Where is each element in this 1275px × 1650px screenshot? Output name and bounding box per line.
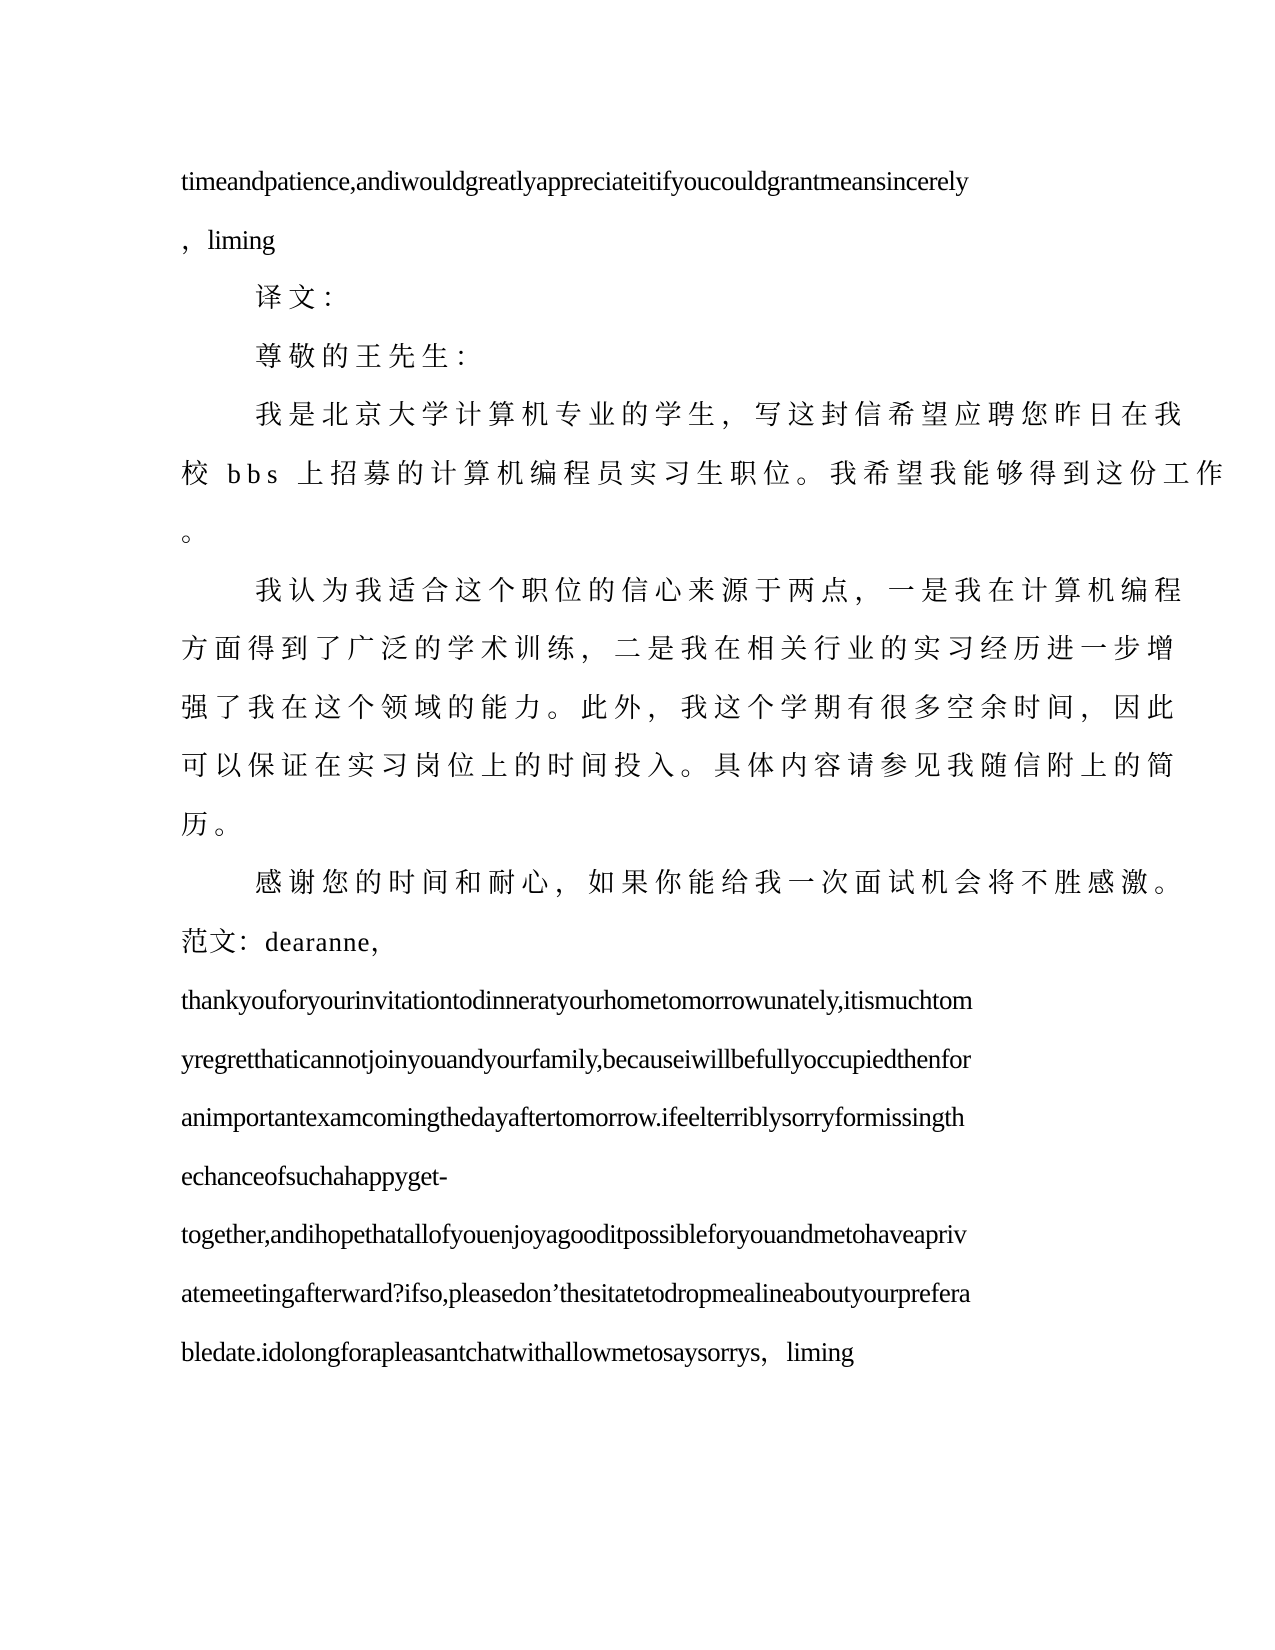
translation-heading: 译文： — [255, 283, 355, 313]
text-line-8: 我认为我适合这个职位的信心来源于两点，一是我在计算机编程 — [255, 576, 1188, 606]
sample-heading: 范文：dearanne， — [181, 927, 399, 957]
text-line-19: together,andihopethatallofyouenjoyagooditpossibleforyouandmetohaveapriv — [181, 1219, 967, 1249]
text-line-11: 可以保证在实习岗位上的时间投入。具体内容请参见我随信附上的简 — [181, 751, 1180, 781]
text-line-17: animportantexamcomingthedayaftertomorrow.ifeelterriblysorryformissingth — [181, 1102, 965, 1132]
text-line-10: 强了我在这个领域的能力。此外，我这个学期有很多空余时间，因此 — [181, 693, 1180, 723]
text-line-12: 历。 — [181, 810, 248, 840]
text-line-13: 感谢您的时间和耐心，如果你能给我一次面试机会将不胜感激。 — [255, 868, 1188, 898]
text-line-21: bledate.idolongforapleasantchatwithallowmetosaysorrys，liming — [181, 1337, 854, 1367]
text-line-2: ，liming — [181, 225, 275, 255]
text-line-9: 方面得到了广泛的学术训练，二是我在相关行业的实习经历进一步增 — [181, 634, 1180, 664]
text-line-20: atemeetingafterward?ifso,pleasedon’thesitatetodropmealineaboutyourprefera — [181, 1278, 971, 1308]
text-line-15: thankyouforyourinvitationtodinneratyourhometomorrowunately,itismuchtom — [181, 985, 973, 1015]
salutation: 尊敬的王先生： — [255, 342, 489, 372]
text-line-5: 我是北京大学计算机专业的学生，写这封信希望应聘您昨日在我 — [255, 400, 1188, 430]
text-line-6: 校 bbs 上招募的计算机编程员实习生职位。我希望我能够得到这份工作 — [181, 459, 1230, 489]
text-line-1: timeandpatience,andiwouldgreatlyappreciateitifyoucouldgrantmeansincerely — [181, 166, 969, 196]
text-line-18: echanceofsuchahappyget- — [181, 1161, 448, 1191]
text-line-16: yregretthaticannotjoinyouandyourfamily,becauseiwillbefullyoccupiedthenfor — [181, 1044, 971, 1074]
text-line-7: 。 — [181, 517, 215, 547]
